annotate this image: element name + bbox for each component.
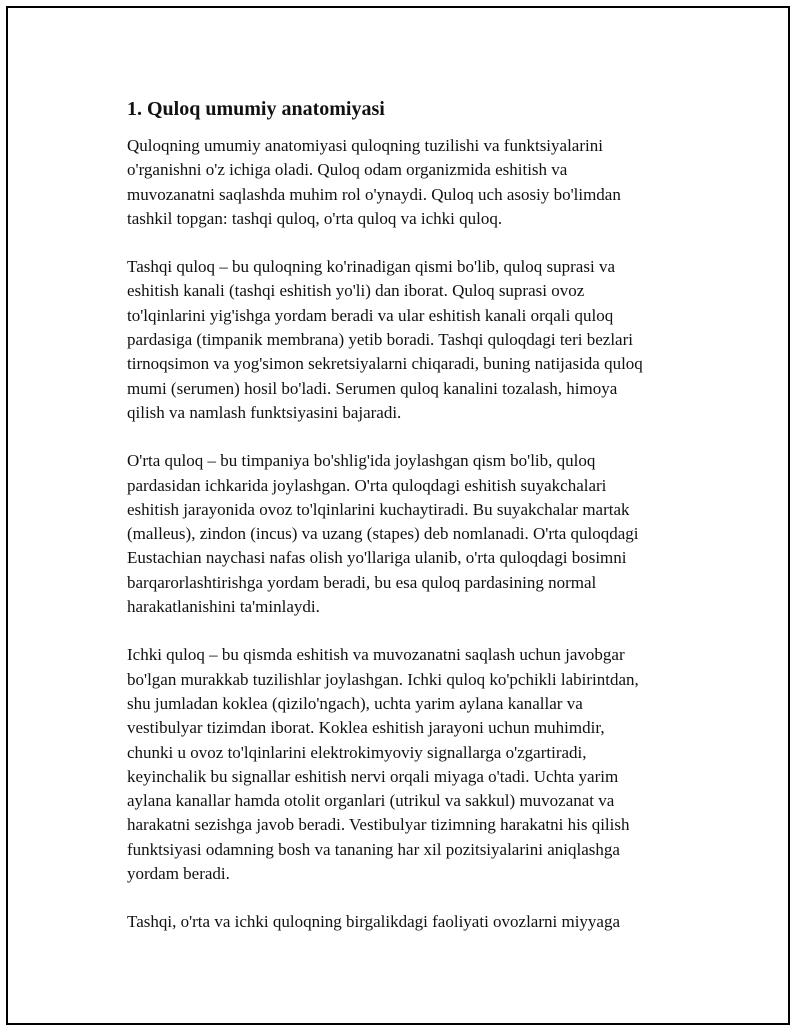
paragraph-intro bbox=[127, 134, 697, 231]
text-line: pardasiga (timpanik membrana) yetib boradi. Tashqi quloqdagi teri bezlari bbox=[127, 330, 633, 350]
text-line: Ichki quloq – bu qismda eshitish va muvozanatni saqlash uchun javobgar bbox=[127, 645, 625, 665]
text-line: Tashqi, o'rta va ichki quloqning birgalikdagi faoliyati ovozlarni miyyaga bbox=[127, 912, 621, 932]
text-line: funktsiyasi odamning bosh va tananing har xil pozitsiyalarini aniqlashga bbox=[127, 839, 620, 859]
text-line: harakatni sezishga javob beradi. Vestibulyar tizimning harakatni his qilish bbox=[127, 815, 630, 835]
paragraph-inner-ear bbox=[127, 643, 697, 886]
text-line: Eustachian naychasi nafas olish yo'llariga ulanib, o'rta quloqdagi bosimni bbox=[127, 548, 627, 568]
section-heading: 1. Quloq umumiy anatomiyasi bbox=[127, 98, 385, 120]
text-line: harakatlanishini ta'minlaydi. bbox=[127, 597, 320, 617]
text-line: Tashqi quloq – bu quloqning ko'rinadigan qismi bo'lib, quloq suprasi va bbox=[127, 257, 615, 277]
text-line: shu jumladan koklea (qizilo'ngach), uchta yarim aylana kanallar va bbox=[127, 693, 583, 713]
text-line: tashkil topgan: tashqi quloq, o'rta quloq va ichki quloq. bbox=[127, 208, 503, 228]
text-line: barqarorlashtirishga yordam beradi, bu esa quloq pardasining normal bbox=[127, 572, 597, 592]
text-line: muvozanatni saqlashda muhim rol o'ynaydi. Quloq uch asosiy bo'limdan bbox=[127, 184, 621, 204]
text-line: mumi (serumen) hosil bo'ladi. Serumen quloq kanalini tozalash, himoya bbox=[127, 378, 618, 398]
text-line: eshitish kanali (tashqi eshitish yo'li) dan iborat. Quloq suprasi ovoz bbox=[127, 281, 585, 301]
text-line: vestibulyar tizimdan iborat. Koklea eshitish jarayoni uchun muhimdir, bbox=[127, 718, 605, 738]
text-line: Quloqning umumiy anatomiyasi quloqning tuzilishi va funktsiyalarini bbox=[127, 136, 603, 155]
text-line: eshitish jarayonida ovoz to'lqinlarini kuchaytiradi. Bu suyakchalar martak bbox=[127, 499, 630, 519]
text-line: keyinchalik bu signallar eshitish nervi orqali miyaga o'tadi. Uchta yarim bbox=[127, 766, 619, 786]
paragraph-outer-ear bbox=[127, 255, 697, 425]
text-line: O'rta quloq – bu timpaniya bo'shlig'ida joylashgan qism bo'lib, quloq bbox=[127, 451, 596, 471]
text-line: (malleus), zindon (incus) va uzang (stapes) deb nomlanadi. O'rta quloqdagi bbox=[127, 524, 639, 544]
document-body bbox=[127, 96, 697, 959]
text-line: o'rganishni o'z ichiga oladi. Quloq odam organizmida eshitish va bbox=[127, 160, 568, 180]
text-line: yordam beradi. bbox=[127, 864, 230, 884]
paragraph-conclusion bbox=[127, 910, 697, 934]
text-line: bo'lgan murakkab tuzilishlar joylashgan. Ichki quloq ko'pchikli labirintdan, bbox=[127, 669, 639, 689]
paragraph-middle-ear bbox=[127, 449, 697, 619]
text-line: aylana kanallar hamda otolit organlari (utrikul va sakkul) muvozanat va bbox=[127, 791, 615, 811]
text-line: to'lqinlarini yig'ishga yordam beradi va ular eshitish kanali orqali quloq bbox=[127, 305, 614, 325]
page-frame bbox=[6, 6, 790, 1025]
text-line: pardasidan ichkarida joylashgan. O'rta quloqdagi eshitish suyakchalari bbox=[127, 475, 607, 495]
text-line: tirnoqsimon va yog'simon sekretsiyalarni chiqaradi, buning natijasida quloq bbox=[127, 354, 643, 374]
text-line: chunki u ovoz to'lqinlarini elektrokimyoviy signallarga o'zgartiradi, bbox=[127, 742, 587, 762]
text-line: qilish va namlash funktsiyasini bajaradi. bbox=[127, 402, 402, 422]
